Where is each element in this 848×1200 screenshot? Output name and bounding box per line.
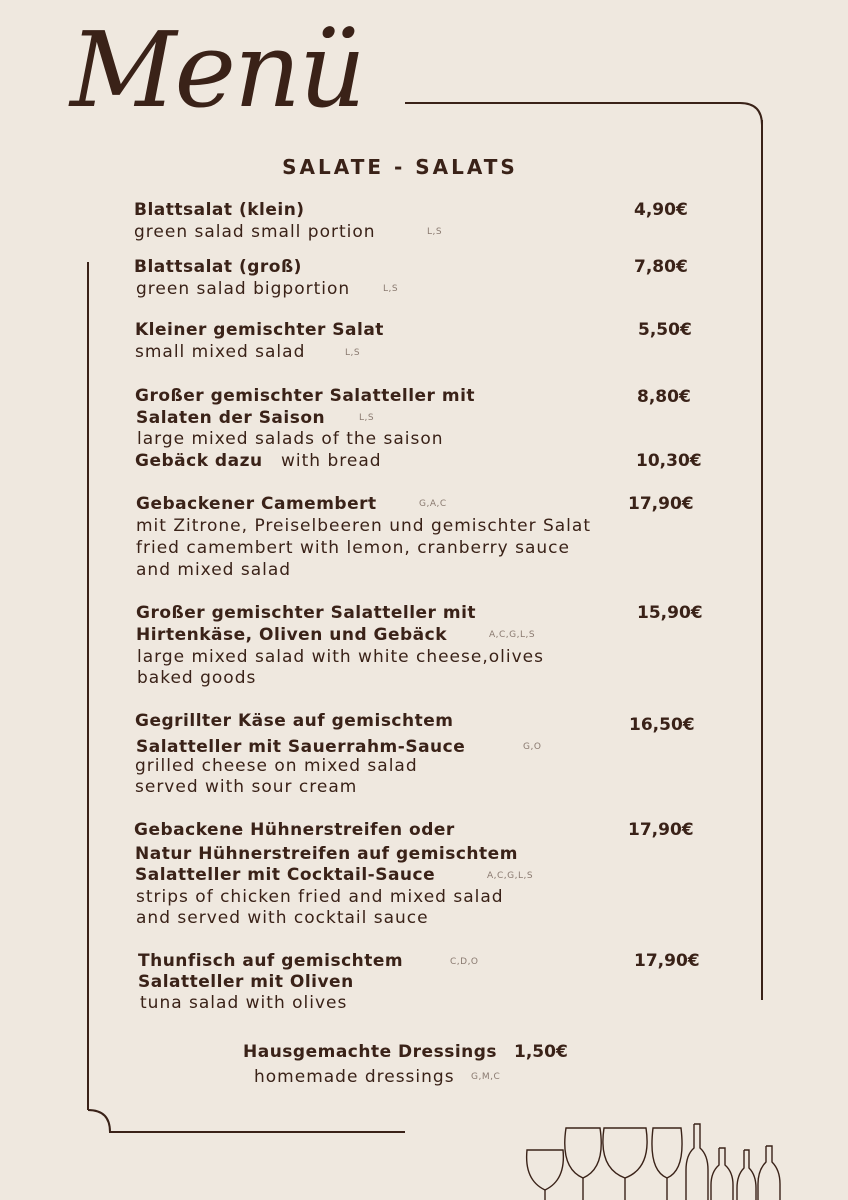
- dressings-description: homemade dressings: [254, 1067, 455, 1087]
- item-price: 5,50€: [638, 320, 692, 340]
- item-price: 17,90€: [634, 951, 700, 971]
- item-allergens: L,S: [383, 284, 399, 294]
- item-allergens: L,S: [345, 348, 361, 358]
- item-price: 16,50€: [629, 715, 695, 735]
- item-allergens: C,D,O: [450, 957, 479, 967]
- item-name: Blattsalat (groß): [134, 257, 302, 277]
- item-description: large mixed salads of the saison: [137, 429, 444, 449]
- item-name: Gegrillter Käse auf gemischtem: [135, 711, 454, 731]
- item-name: Kleiner gemischter Salat: [135, 320, 384, 340]
- item-allergens: A,C,G,L,S: [487, 871, 534, 881]
- item-name: Großer gemischter Salatteller mit: [136, 603, 477, 623]
- item-name: Blattsalat (klein): [134, 200, 305, 220]
- item-extra-name: Gebäck dazu: [135, 451, 263, 471]
- item-description: tuna salad with olives: [140, 993, 348, 1013]
- item-description: green salad small portion: [134, 222, 376, 242]
- item-name: Hirtenkäse, Oliven und Gebäck: [136, 625, 448, 645]
- menu-title: Menü: [70, 9, 364, 131]
- item-description: small mixed salad: [135, 342, 306, 362]
- item-allergens: A,C,G,L,S: [489, 630, 536, 640]
- item-price: 17,90€: [628, 494, 694, 514]
- item-description: mit Zitrone, Preiselbeeren und gemischter Salat: [136, 516, 591, 536]
- item-name: Salaten der Saison: [136, 408, 326, 428]
- item-name: Großer gemischter Salatteller mit: [135, 386, 476, 406]
- item-extra-description: with bread: [281, 451, 382, 471]
- item-name: Salatteller mit Cocktail-Sauce: [135, 865, 436, 885]
- item-description: and mixed salad: [136, 560, 292, 580]
- item-price: 4,90€: [634, 200, 688, 220]
- item-price: 17,90€: [628, 820, 694, 840]
- item-description: green salad bigportion: [136, 279, 351, 299]
- dressings-name: Hausgemachte Dressings: [243, 1042, 498, 1062]
- item-name: Salatteller mit Oliven: [138, 972, 354, 992]
- item-name: Gebackener Camembert: [136, 494, 377, 514]
- item-allergens: L,S: [359, 413, 375, 423]
- item-price: 7,80€: [634, 257, 688, 277]
- item-name: Gebackene Hühnerstreifen oder: [134, 820, 455, 840]
- item-description: grilled cheese on mixed salad: [135, 756, 418, 776]
- item-name: Salatteller mit Sauerrahm-Sauce: [136, 737, 466, 757]
- item-extra-price: 10,30€: [636, 451, 702, 471]
- item-description: baked goods: [137, 668, 257, 688]
- item-description: large mixed salad with white cheese,olives: [137, 647, 544, 667]
- item-allergens: G,A,C: [419, 499, 447, 509]
- section-title: SALATE - SALATS: [282, 155, 518, 179]
- item-description: strips of chicken fried and mixed salad: [136, 887, 504, 907]
- item-allergens: G,O: [523, 742, 542, 752]
- item-name: Thunfisch auf gemischtem: [138, 951, 404, 971]
- item-price: 15,90€: [637, 603, 703, 623]
- item-description: fried camembert with lemon, cranberry sauce: [136, 538, 570, 558]
- item-price: 8,80€: [637, 387, 691, 407]
- item-description: and served with cocktail sauce: [136, 908, 429, 928]
- dressings-price: 1,50€: [514, 1042, 568, 1062]
- dressings-allergens: G,M,C: [471, 1072, 501, 1082]
- item-allergens: L,S: [427, 227, 443, 237]
- item-description: served with sour cream: [135, 777, 358, 797]
- item-name: Natur Hühnerstreifen auf gemischtem: [135, 844, 518, 864]
